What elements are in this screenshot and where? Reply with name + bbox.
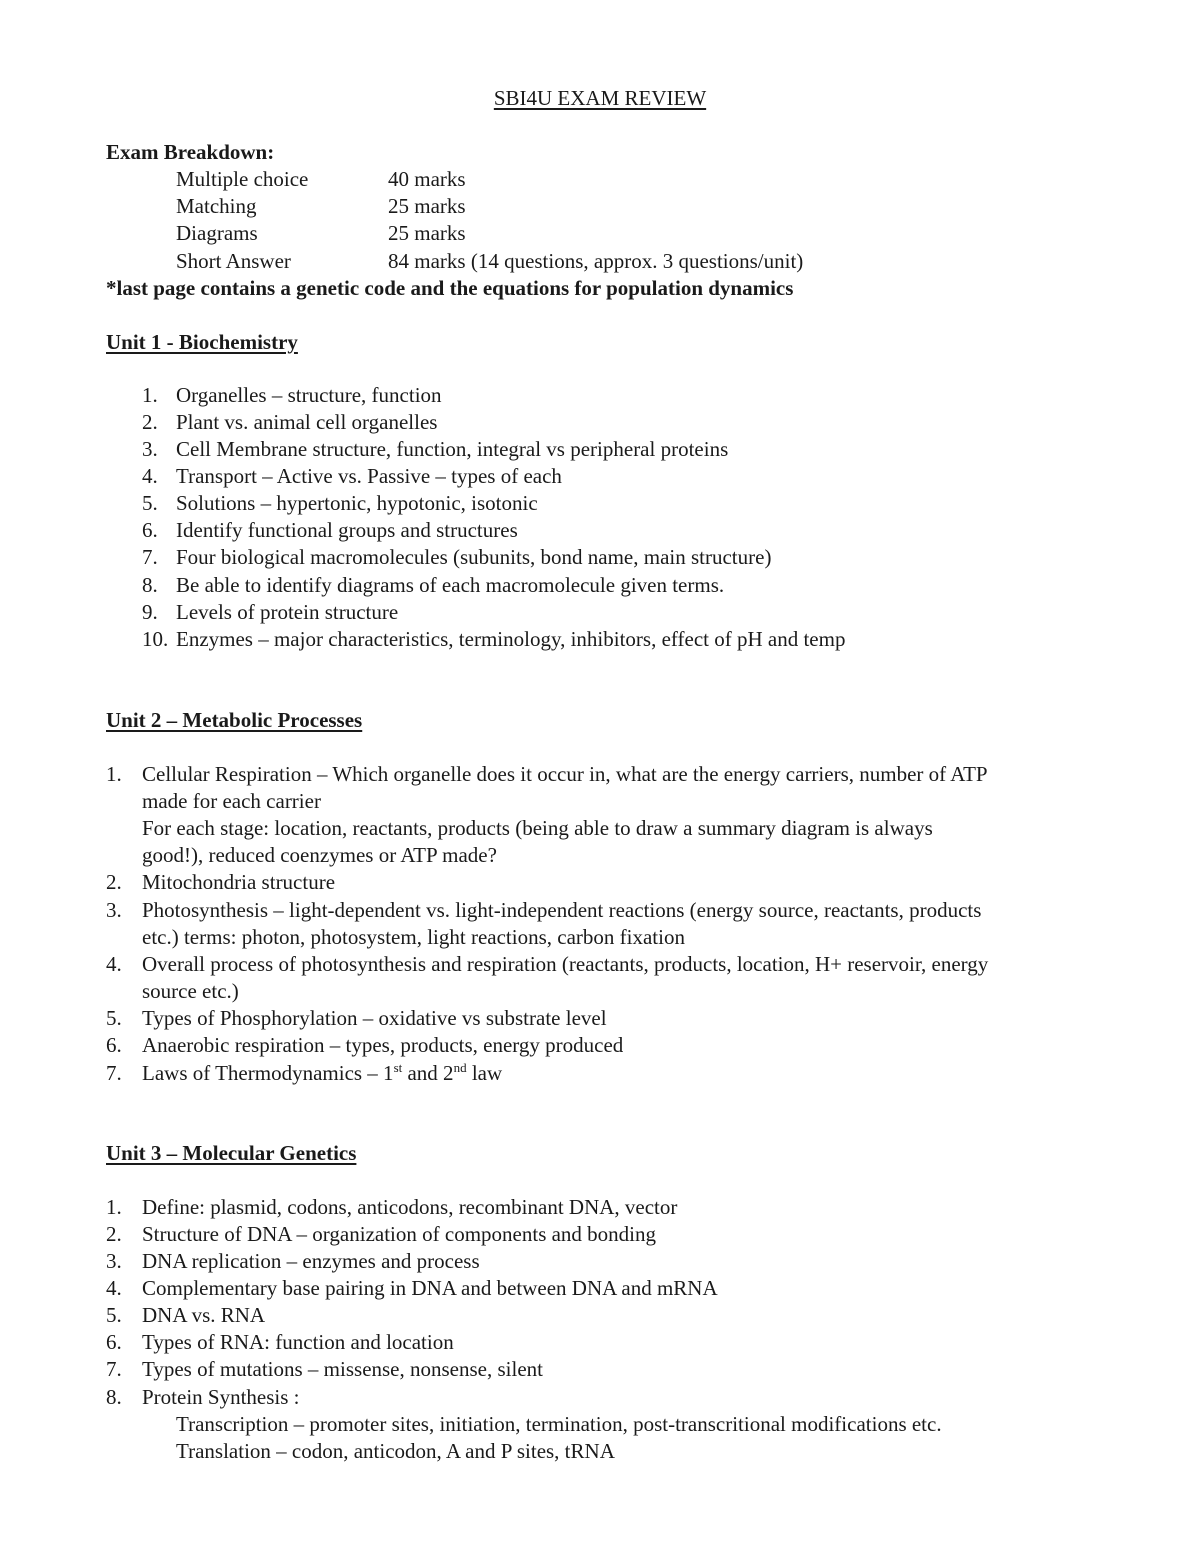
list-number: 2. xyxy=(142,410,158,434)
breakdown-marks: 40 marks xyxy=(388,167,466,191)
list-item: Enzymes – major characteristics, terminology, inhibitors, effect of pH and temp xyxy=(176,627,846,651)
list-item: Plant vs. animal cell organelles xyxy=(176,410,438,434)
list-item: DNA vs. RNA xyxy=(142,1303,266,1327)
breakdown-label: Short Answer xyxy=(176,249,291,273)
superscript-nd: nd xyxy=(453,1060,467,1075)
list-item: Organelles – structure, function xyxy=(176,383,442,407)
breakdown-label: Multiple choice xyxy=(176,167,309,191)
breakdown-marks: 25 marks xyxy=(388,221,466,245)
unit1-heading: Unit 1 - Biochemistry xyxy=(106,330,298,354)
list-number: 6. xyxy=(142,518,158,542)
list-item-continued: For each stage: location, reactants, products (being able to draw a summary diagram is always xyxy=(142,816,933,840)
list-number: 6. xyxy=(106,1330,122,1354)
list-number: 1. xyxy=(106,762,122,786)
list-number: 1. xyxy=(142,383,158,407)
list-number: 3. xyxy=(106,1249,122,1273)
list-item: Four biological macromolecules (subunits, bond name, main structure) xyxy=(176,545,772,569)
list-item: Mitochondria structure xyxy=(142,870,336,894)
list-item: Cellular Respiration – Which organelle does it occur in, what are the energy carriers, number of ATP xyxy=(142,762,988,786)
list-item: Types of RNA: function and location xyxy=(142,1330,454,1354)
page-title: SBI4U EXAM REVIEW xyxy=(493,86,707,110)
list-item: Complementary base pairing in DNA and between DNA and mRNA xyxy=(142,1276,718,1300)
list-number: 4. xyxy=(106,952,122,976)
list-number: 4. xyxy=(106,1276,122,1300)
list-number: 3. xyxy=(106,898,122,922)
list-number: 5. xyxy=(142,491,158,515)
list-number: 5. xyxy=(106,1006,122,1030)
list-item: Photosynthesis – light-dependent vs. light-independent reactions (energy source, reactants, products xyxy=(142,898,982,922)
list-number: 2. xyxy=(106,1222,122,1246)
list-number: 6. xyxy=(106,1033,122,1057)
list-number: 2. xyxy=(106,870,122,894)
list-item: Protein Synthesis : xyxy=(142,1385,300,1409)
list-number: 7. xyxy=(106,1061,122,1085)
list-item: Solutions – hypertonic, hypotonic, isotonic xyxy=(176,491,538,515)
list-item: DNA replication – enzymes and process xyxy=(142,1249,480,1273)
list-item: Be able to identify diagrams of each macromolecule given terms. xyxy=(176,573,725,597)
thermo-text: Laws of Thermodynamics – 1 xyxy=(142,1061,394,1085)
sub-item: Transcription – promoter sites, initiation, termination, post-transcritional modifications etc. xyxy=(176,1412,942,1436)
list-item: Define: plasmid, codons, anticodons, recombinant DNA, vector xyxy=(142,1195,678,1219)
list-item-continued: source etc.) xyxy=(142,979,239,1003)
breakdown-heading: Exam Breakdown: xyxy=(106,140,275,164)
list-item xyxy=(142,1060,502,1087)
list-number: 10. xyxy=(142,627,169,651)
list-item: Anaerobic respiration – types, products, energy produced xyxy=(142,1033,624,1057)
unit3-heading: Unit 3 – Molecular Genetics xyxy=(106,1141,357,1165)
breakdown-label: Diagrams xyxy=(176,221,258,245)
list-item: Transport – Active vs. Passive – types of each xyxy=(176,464,562,488)
breakdown-label: Matching xyxy=(176,194,257,218)
list-item: Overall process of photosynthesis and respiration (reactants, products, location, H+ reservoir, energy xyxy=(142,952,989,976)
list-number: 7. xyxy=(106,1357,122,1381)
list-number: 8. xyxy=(106,1385,122,1409)
breakdown-note: *last page contains a genetic code and the equations for population dynamics xyxy=(106,276,794,300)
list-number: 9. xyxy=(142,600,158,624)
breakdown-marks: 25 marks xyxy=(388,194,466,218)
list-item-continued: etc.) terms: photon, photosystem, light reactions, carbon fixation xyxy=(142,925,685,949)
list-number: 3. xyxy=(142,437,158,461)
thermo-text: law xyxy=(466,1061,503,1085)
superscript-st: st xyxy=(393,1060,403,1075)
list-item: Types of mutations – missense, nonsense, silent xyxy=(142,1357,543,1381)
list-number: 8. xyxy=(142,573,158,597)
list-item: Structure of DNA – organization of components and bonding xyxy=(142,1222,657,1246)
list-number: 7. xyxy=(142,545,158,569)
list-number: 5. xyxy=(106,1303,122,1327)
list-item: Types of Phosphorylation – oxidative vs substrate level xyxy=(142,1006,607,1030)
list-item-continued: good!), reduced coenzymes or ATP made? xyxy=(142,843,497,867)
list-item: Cell Membrane structure, function, integral vs peripheral proteins xyxy=(176,437,729,461)
unit2-heading: Unit 2 – Metabolic Processes xyxy=(106,708,363,732)
breakdown-marks: 84 marks (14 questions, approx. 3 questions/unit) xyxy=(388,249,804,273)
list-item: Levels of protein structure xyxy=(176,600,399,624)
list-number: 1. xyxy=(106,1195,122,1219)
thermo-text: and 2 xyxy=(402,1061,454,1085)
sub-item: Translation – codon, anticodon, A and P sites, tRNA xyxy=(176,1439,615,1463)
list-number: 4. xyxy=(142,464,158,488)
list-item-continued: made for each carrier xyxy=(142,789,321,813)
list-item: Identify functional groups and structures xyxy=(176,518,518,542)
